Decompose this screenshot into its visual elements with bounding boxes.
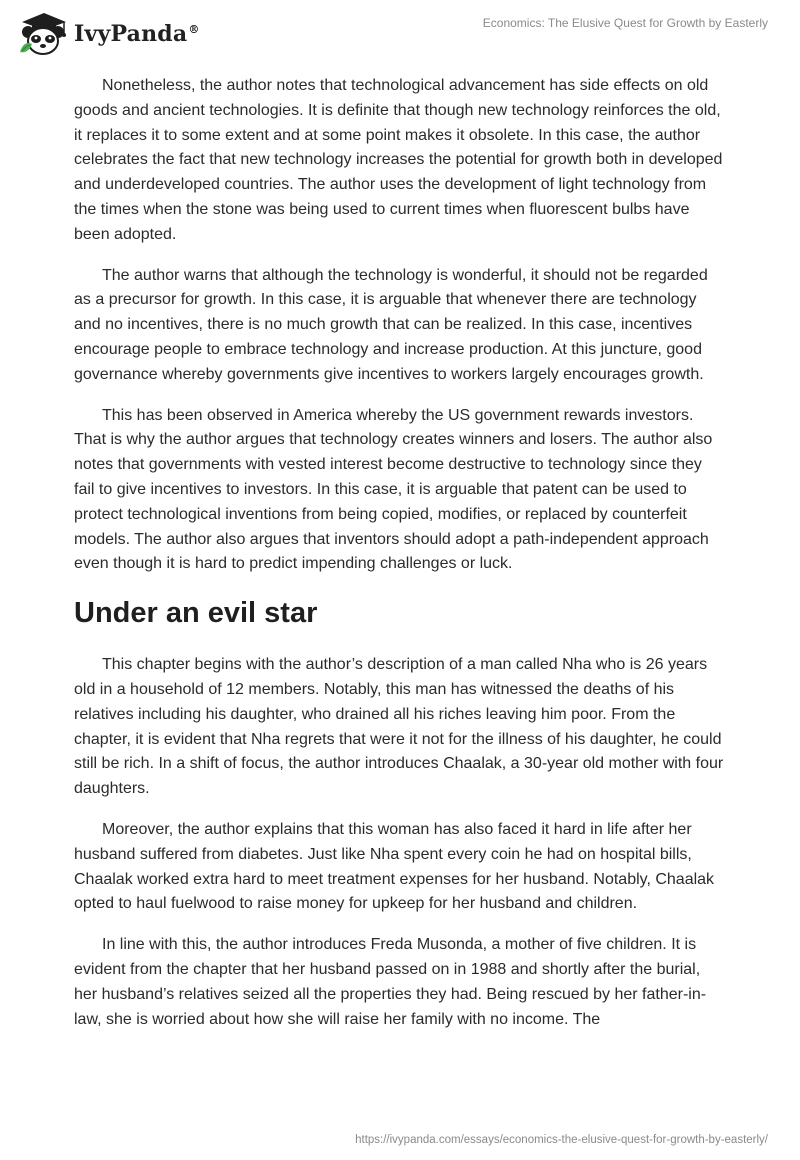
section-heading: Under an evil star <box>74 597 318 630</box>
paragraph: Nonetheless, the author notes that technological advancement has side effects on old goods and ancient technologies. It is definite that though new technology reinforces the old, it replaces it to some extent and at some point makes it obsolete. In this case, the author celebrates the fact that new technology increases the potential for growth both in developed and underdeveloped countries. The author uses the development of light technology from the times when the stone was being used to current times when fluorescent bulbs have been adopted. <box>74 77 723 243</box>
paragraph: The author warns that although the technology is wonderful, it should not be regarded as a precursor for growth. In this case, it is arguable that whenever there are technology and no incentives, there is no much growth that can be realized. In this case, incentives encourage people to embrace technology and increase production. At this juncture, good governance whereby governments give incentives to workers largely encourages growth. <box>74 266 708 383</box>
paragraph: In line with this, the author introduces Freda Musonda, a mother of five children. It is evident from the chapter that her husband passed on in 1988 and shortly after the burial, her husband’s relatives seized all the properties they had. Being rescued by her father-in-law, she is worried about how she will raise her family with no income. The <box>74 936 707 1028</box>
page-header <box>0 0 800 64</box>
ivypanda-logo[interactable] <box>14 10 200 58</box>
paragraph: This has been observed in America whereby the US government rewards investors. That is why the author argues that technology creates winners and losers. The author also notes that governments with vested interest become destructive to technology since they fail to give incentives to investors. In this case, it is arguable that patent can be used to protect technological inventions from being copied, modifies, or replaced by counterfeit models. The author also argues that inventors should adopt a path-independent approach even though it is hard to predict impending challenges or luck. <box>74 406 713 573</box>
essay-body <box>74 74 726 1048</box>
paragraph: Moreover, the author explains that this woman has also faced it hard in life after her husband suffered from diabetes. Just like Nha spent every coin he had on hospital bills, Chaalak worked extra hard to meet treatment expenses for her husband. Notably, Chaalak opted to haul fuelwood to raise money for upkeep for her husband and children. <box>74 820 715 913</box>
brand-name: IvyPanda® <box>74 21 200 47</box>
registered-mark: ® <box>188 22 200 36</box>
paragraph: This chapter begins with the author’s description of a man called Nha who is 26 years old in a household of 12 members. Notably, this man has witnessed the deaths of his relatives including his daughter, who drained all his riches leaving him poor. From the chapter, it is evident that Nha regrets that were it not for the illness of his daughter, he could still be rich. In a shift of focus, the author introduces Chaalak, a 30-year old mother with four daughters. <box>74 656 724 798</box>
panda-graduate-icon <box>14 10 70 58</box>
source-url-link[interactable]: https://ivypanda.com/essays/economics-the-elusive-quest-for-growth-by-easterly/ <box>355 1134 768 1146</box>
document-title: Economics: The Elusive Quest for Growth by Easterly <box>482 16 768 30</box>
